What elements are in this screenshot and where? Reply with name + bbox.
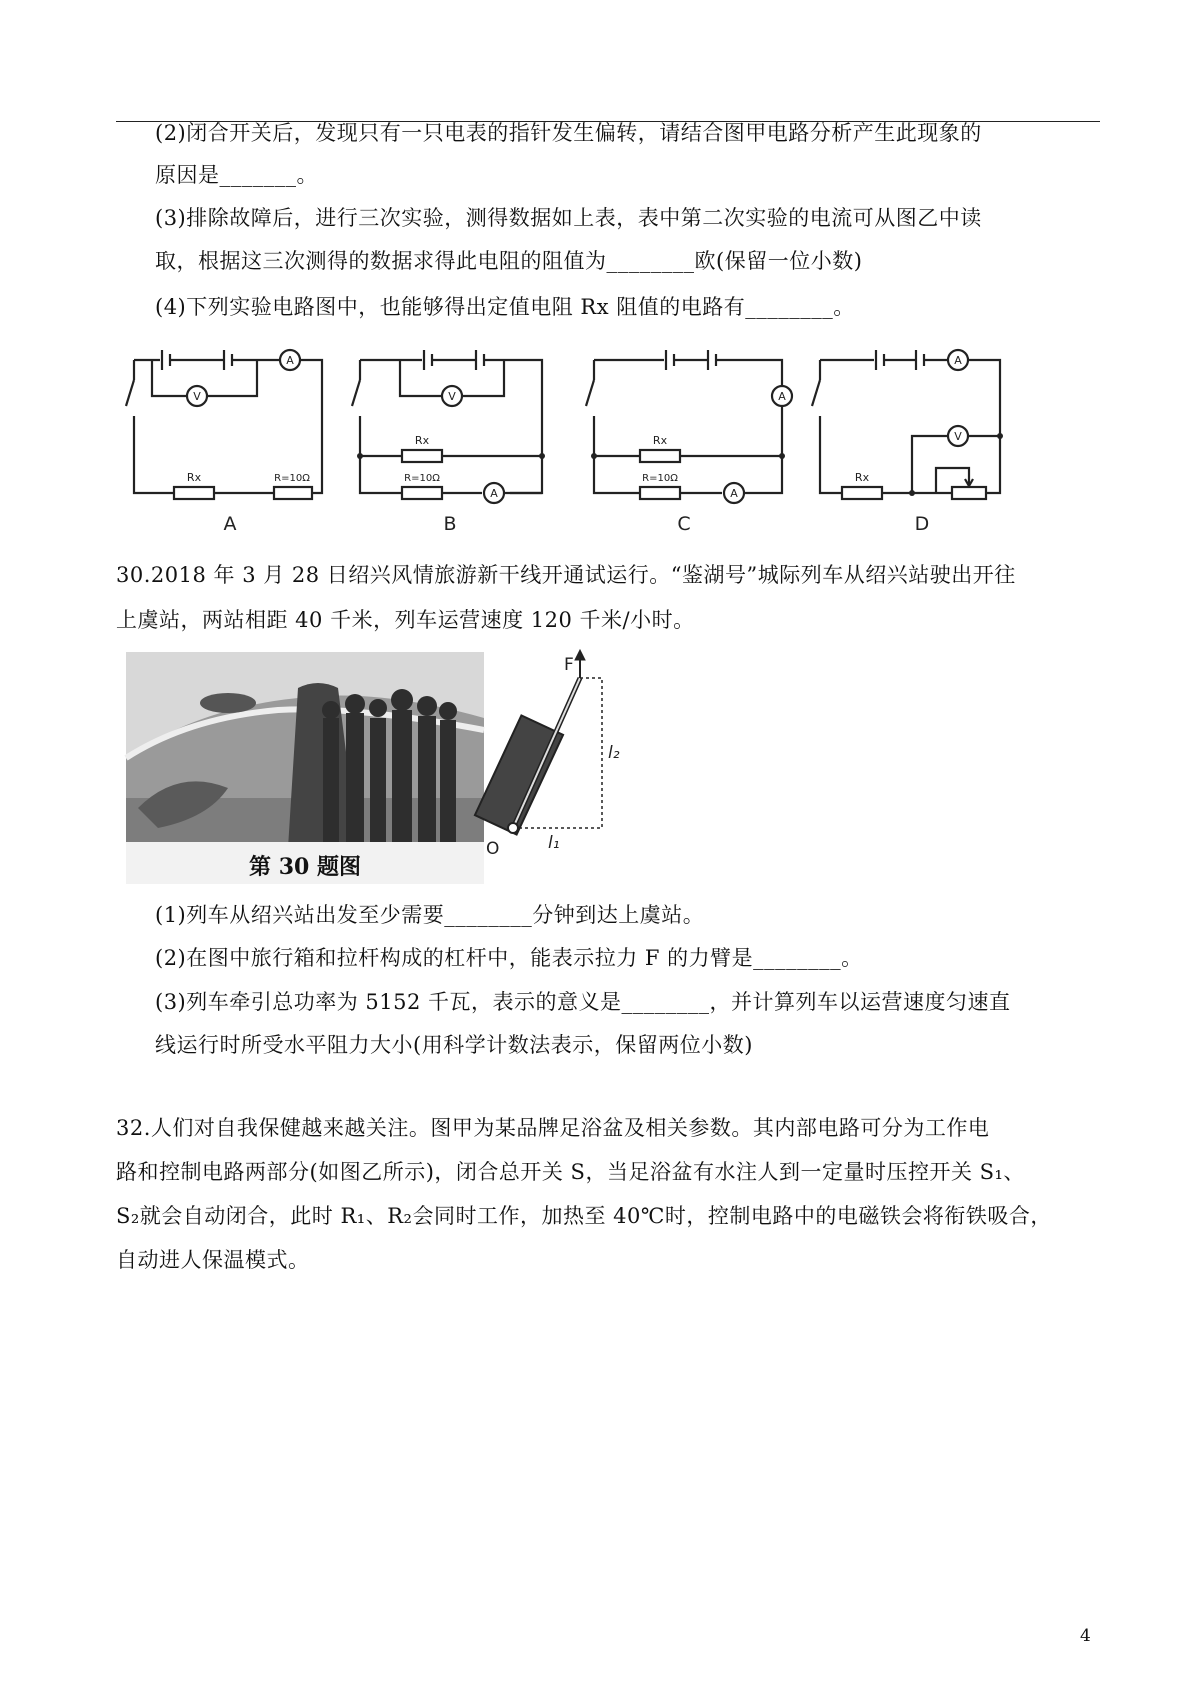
resistor-r10: [274, 487, 312, 499]
ammeter-label: A: [778, 390, 786, 403]
ammeter-label: A: [730, 487, 738, 500]
q32-line2: 路和控制电路两部分(如图乙所示)，闭合总开关 S，当足浴盆有水注人到一定量时压控开关 S₁、: [116, 1160, 1025, 1184]
figure-30-caption: 第 30 题图: [249, 854, 361, 880]
q29-part2-line1: (2)闭合开关后，发现只有一只电表的指针发生偏转，请结合图甲电路分析产生此现象的: [155, 121, 982, 145]
option-d-label: D: [914, 513, 930, 535]
arm1-label: l₁: [548, 833, 560, 853]
voltmeter-label: V: [954, 430, 962, 443]
voltmeter-label: V: [193, 390, 201, 403]
q30-figure: [118, 648, 638, 890]
force-label: F: [564, 655, 574, 675]
q30-part3-line2: 线运行时所受水平阻力大小(用科学计数法表示，保留两位小数): [155, 1033, 753, 1057]
option-b-label: B: [443, 513, 457, 535]
q29-part4: (4)下列实验电路图中，也能够得出定值电阻 Rx 阻值的电路有________。: [155, 295, 855, 319]
option-a-label: A: [223, 513, 237, 535]
pivot-label: O: [486, 839, 500, 859]
luggage-lever-diagram: [475, 650, 602, 835]
q29-part3-line2: 取，根据这三次测得的数据求得此电阻的阻值为________欧(保留一位小数): [155, 249, 863, 273]
q32-line4: 自动进人保温模式。: [116, 1248, 310, 1272]
ammeter-label: A: [954, 354, 962, 367]
q29-part2-line2: 原因是_______。: [155, 163, 318, 187]
q30-line2: 上虞站，两站相距 40 千米，列车运营速度 120 千米/小时。: [116, 608, 695, 632]
q30-part2: (2)在图中旅行箱和拉杆构成的杠杆中，能表示拉力 F 的力臂是________。: [155, 946, 863, 970]
rx-label: Rx: [414, 434, 430, 447]
circuit-c: [586, 350, 792, 503]
q30-part3-line1: (3)列车牵引总功率为 5152 千瓦，表示的意义是________，并计算列车以运营速度匀速直: [155, 990, 1011, 1014]
r10-label: R=10Ω: [404, 473, 440, 484]
q30-line1: 30.2018 年 3 月 28 日绍兴风情旅游新干线开通试运行。“鉴湖号”城际列车从绍兴站驶出开往: [116, 563, 1016, 587]
ammeter-label: A: [286, 354, 294, 367]
circuit-options-figure: [112, 338, 1032, 538]
r10-label: R=10Ω: [642, 473, 678, 484]
rx-label: Rx: [186, 471, 202, 484]
resistor-rx: [174, 487, 214, 499]
voltmeter-label: V: [448, 390, 456, 403]
resistor-rx: [402, 450, 442, 462]
rx-label: Rx: [854, 471, 870, 484]
r10-label: R=10Ω: [274, 473, 310, 484]
rheostat: [952, 487, 986, 499]
train-photo: [126, 652, 484, 884]
rx-label: Rx: [652, 434, 668, 447]
circuit-d: [812, 350, 1000, 499]
ammeter-label: A: [490, 487, 498, 500]
resistor-rx: [640, 450, 680, 462]
resistor-r10: [402, 487, 442, 499]
page-number: 4: [1080, 1626, 1091, 1646]
option-c-label: C: [677, 513, 691, 535]
resistor-r10: [640, 487, 680, 499]
arm2-label: l₂: [608, 743, 620, 763]
q32-line3: S₂就会自动闭合，此时 R₁、R₂会同时工作，加热至 40℃时，控制电路中的电磁铁会将衔铁吸合，: [116, 1204, 1052, 1228]
resistor-rx: [842, 487, 882, 499]
q30-part1: (1)列车从绍兴站出发至少需要________分钟到达上虞站。: [155, 903, 705, 927]
circuit-b: [352, 350, 542, 503]
q29-part3-line1: (3)排除故障后，进行三次实验，测得数据如上表，表中第二次实验的电流可从图乙中读: [155, 206, 982, 230]
q32-line1: 32.人们对自我保健越来越关注。图甲为某品牌足浴盆及相关参数。其内部电路可分为工作电: [116, 1116, 990, 1140]
